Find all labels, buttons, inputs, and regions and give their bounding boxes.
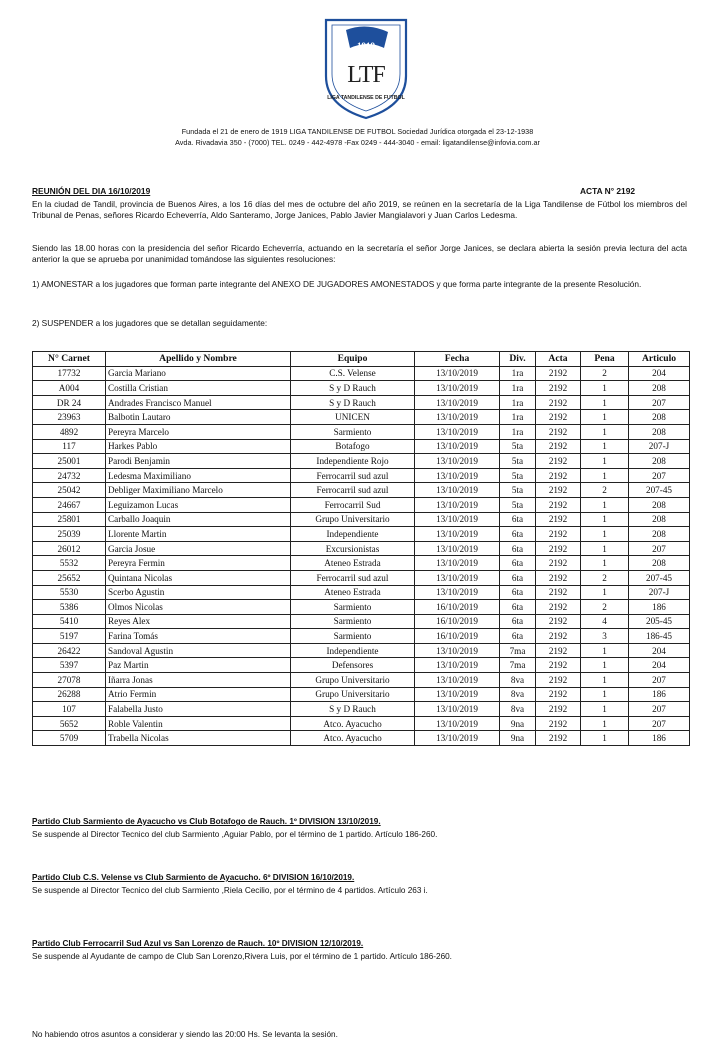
founded-line: Fundada el 21 de enero de 1919 LIGA TANDILENSE DE FUTBOL Sociedad Jurídica otorgada el 23-12-1938 [181, 127, 534, 136]
table-cell: 24667 [33, 497, 106, 512]
table-cell: 1 [581, 687, 629, 702]
table-cell: 208 [629, 424, 690, 439]
resolution-item-2: 2) SUSPENDER a los jugadores que se detallan seguidamente: [32, 318, 268, 328]
table-cell: 207-45 [629, 483, 690, 498]
table-cell: 1 [581, 381, 629, 396]
table-cell: 2192 [536, 658, 581, 673]
table-cell: 107 [33, 702, 106, 717]
table-cell: 13/10/2019 [415, 410, 500, 425]
table-cell: 208 [629, 381, 690, 396]
column-header: Acta [536, 352, 581, 367]
table-cell: 6ta [500, 585, 536, 600]
table-cell: 2192 [536, 424, 581, 439]
table-cell: 1 [581, 439, 629, 454]
table-cell: Sarmiento [291, 614, 415, 629]
table-cell: 2192 [536, 366, 581, 381]
table-cell: 205-45 [629, 614, 690, 629]
table-cell: 1 [581, 454, 629, 469]
table-cell: 5709 [33, 731, 106, 746]
table-cell: 2192 [536, 702, 581, 717]
table-cell: C.S. Velense [291, 366, 415, 381]
table-cell: 13/10/2019 [415, 512, 500, 527]
table-cell: Pereyra Marcelo [106, 424, 291, 439]
table-cell: 13/10/2019 [415, 556, 500, 571]
table-cell: 1 [581, 716, 629, 731]
table-cell: 6ta [500, 570, 536, 585]
table-cell: 2192 [536, 629, 581, 644]
table-cell: 3 [581, 629, 629, 644]
table-row [33, 410, 690, 425]
table-cell: 13/10/2019 [415, 454, 500, 469]
table-cell: Excursionistas [291, 541, 415, 556]
table-row [33, 395, 690, 410]
table-cell: Costilla Cristian [106, 381, 291, 396]
table-cell: 5ta [500, 468, 536, 483]
table-cell: Carballo Joaquin [106, 512, 291, 527]
table-cell: Ateneo Estrada [291, 585, 415, 600]
table-header-row [33, 352, 690, 367]
table-cell: 1 [581, 395, 629, 410]
table-cell: 5652 [33, 716, 106, 731]
table-cell: 13/10/2019 [415, 687, 500, 702]
table-cell: Olmos Nicolas [106, 600, 291, 615]
table-cell: 13/10/2019 [415, 716, 500, 731]
table-cell: Roble Valentin [106, 716, 291, 731]
table-cell: 208 [629, 497, 690, 512]
table-cell: 25001 [33, 454, 106, 469]
table-cell: Grupo Universitario [291, 673, 415, 688]
table-cell: 26288 [33, 687, 106, 702]
table-cell: Reyes Alex [106, 614, 291, 629]
table-cell: 25039 [33, 527, 106, 542]
table-cell: 1 [581, 673, 629, 688]
table-cell: Ferrocarril sud azul [291, 468, 415, 483]
table-cell: Andrades Francisco Manuel [106, 395, 291, 410]
table-cell: 207-J [629, 585, 690, 600]
table-cell: Balbotin Lautaro [106, 410, 291, 425]
table-cell: 2192 [536, 512, 581, 527]
league-logo [316, 14, 416, 122]
column-header: Articulo [629, 352, 690, 367]
table-cell: 207 [629, 702, 690, 717]
column-header: Div. [500, 352, 536, 367]
column-header: N° Carnet [33, 352, 106, 367]
acta-number: ACTA N° 2192 [580, 186, 636, 196]
table-cell: 13/10/2019 [415, 468, 500, 483]
table-cell: Ferrocarril sud azul [291, 570, 415, 585]
resolution-item-1: 1) AMONESTAR a los jugadores que forman parte integrante del ANEXO DE JUGADORES AMONESTADOS y que forma parte integrante de la presente Resolución. [32, 279, 642, 289]
table-cell: 13/10/2019 [415, 702, 500, 717]
table-cell: 5386 [33, 600, 106, 615]
match-heading: Partido Club Ferrocarril Sud Azul vs San Lorenzo de Rauch. 10º DIVISION 12/10/2019. [32, 939, 364, 948]
table-row [33, 731, 690, 746]
table-cell: 1 [581, 731, 629, 746]
table-cell: 6ta [500, 541, 536, 556]
table-cell: 186 [629, 687, 690, 702]
table-cell: 1 [581, 527, 629, 542]
table-cell: 204 [629, 366, 690, 381]
table-cell: 5ta [500, 454, 536, 469]
svg-text:LTF: LTF [347, 62, 385, 88]
table-row [33, 497, 690, 512]
table-cell: 9na [500, 716, 536, 731]
table-cell: 6ta [500, 614, 536, 629]
table-cell: S y D Rauch [291, 702, 415, 717]
table-cell: 13/10/2019 [415, 541, 500, 556]
match-note-1 [32, 815, 692, 841]
table-cell: 13/10/2019 [415, 527, 500, 542]
table-cell: 2192 [536, 673, 581, 688]
table-cell: 2192 [536, 716, 581, 731]
table-cell: 2192 [536, 600, 581, 615]
table-cell: Garcia Mariano [106, 366, 291, 381]
table-cell: 2192 [536, 585, 581, 600]
table-cell: 6ta [500, 600, 536, 615]
table-cell: 13/10/2019 [415, 658, 500, 673]
table-cell: 25801 [33, 512, 106, 527]
table-cell: 8va [500, 673, 536, 688]
match-heading: Partido Club Sarmiento de Ayacucho vs Club Botafogo de Rauch. 1º DIVISION 13/10/2019. [32, 817, 381, 826]
table-cell: Ledesma Maximiliano [106, 468, 291, 483]
table-cell: 26422 [33, 643, 106, 658]
table-row [33, 454, 690, 469]
table-cell: Defensores [291, 658, 415, 673]
table-cell: 2192 [536, 541, 581, 556]
table-cell: 25652 [33, 570, 106, 585]
column-header: Equipo [291, 352, 415, 367]
table-cell: 1 [581, 702, 629, 717]
table-cell: 1ra [500, 424, 536, 439]
table-cell: Ferrocarril Sud [291, 497, 415, 512]
table-cell: Pereyra Fermin [106, 556, 291, 571]
table-cell: 1 [581, 410, 629, 425]
table-cell: 13/10/2019 [415, 731, 500, 746]
table-cell: 5197 [33, 629, 106, 644]
table-cell: 7ma [500, 658, 536, 673]
table-cell: Independiente [291, 527, 415, 542]
table-cell: 6ta [500, 527, 536, 542]
table-row [33, 658, 690, 673]
table-cell: 2192 [536, 483, 581, 498]
match-text: Se suspende al Director Tecnico del club Sarmiento ,Aguiar Pablo, por el término de 1 partido. Artículo 186-260. [32, 830, 438, 839]
table-cell: 1 [581, 556, 629, 571]
table-cell: 13/10/2019 [415, 483, 500, 498]
table-cell: 1 [581, 512, 629, 527]
table-row [33, 673, 690, 688]
table-cell: 13/10/2019 [415, 643, 500, 658]
table-cell: Iñarra Jonas [106, 673, 291, 688]
table-cell: Ferrocarril sud azul [291, 483, 415, 498]
table-cell: Leguizamon Lucas [106, 497, 291, 512]
table-cell: Harkes Pablo [106, 439, 291, 454]
table-cell: Sarmiento [291, 600, 415, 615]
table-cell: A004 [33, 381, 106, 396]
match-note-2 [32, 871, 692, 897]
table-cell: 9na [500, 731, 536, 746]
table-cell: Quintana Nicolas [106, 570, 291, 585]
table-cell: 1ra [500, 381, 536, 396]
table-cell: 117 [33, 439, 106, 454]
table-cell: Botafogo [291, 439, 415, 454]
table-row [33, 570, 690, 585]
table-cell: 13/10/2019 [415, 570, 500, 585]
table-cell: UNICEN [291, 410, 415, 425]
table-row [33, 556, 690, 571]
table-cell: 8va [500, 687, 536, 702]
table-row [33, 585, 690, 600]
address-line: Avda. Rivadavia 350 - (7000) TEL. 0249 - 442-4978 -Fax 0249 - 444-3040 - email: ligatandilense@infovia.com.ar [175, 138, 540, 147]
table-cell: 1 [581, 658, 629, 673]
table-cell: Atco. Ayacucho [291, 716, 415, 731]
table-cell: 26012 [33, 541, 106, 556]
table-cell: 2192 [536, 687, 581, 702]
table-cell: 2 [581, 600, 629, 615]
table-cell: 204 [629, 658, 690, 673]
table-cell: Scerbo Agustin [106, 585, 291, 600]
table-cell: 204 [629, 643, 690, 658]
match-text: Se suspende al Director Tecnico del club Sarmiento ,Riela Cecilio, por el término de 4 partidos. Artículo 263 i. [32, 886, 428, 895]
table-cell: 13/10/2019 [415, 673, 500, 688]
table-cell: 208 [629, 527, 690, 542]
table-cell: 186 [629, 600, 690, 615]
table-row [33, 716, 690, 731]
table-cell: Ateneo Estrada [291, 556, 415, 571]
opening-paragraph: Siendo las 18.00 horas con la presidencia del señor Ricardo Echeverría, actuando en la secretaría el señor Jorge Janices, se declara abierta la sesión previa lectura del acta anterior la que se aprueba por unanimidad tomándose las siguientes resoluciones: [32, 243, 687, 265]
table-cell: Llorente Martin [106, 527, 291, 542]
table-cell: 4 [581, 614, 629, 629]
match-heading: Partido Club C.S. Velense vs Club Sarmiento de Ayacucho. 6º DIVISION 16/10/2019. [32, 873, 355, 882]
table-row [33, 424, 690, 439]
meeting-title: REUNIÓN DEL DIA 16/10/2019 [32, 186, 151, 196]
table-cell: 1 [581, 541, 629, 556]
table-cell: 6ta [500, 556, 536, 571]
table-cell: 6ta [500, 512, 536, 527]
table-cell: 24732 [33, 468, 106, 483]
table-cell: 1 [581, 585, 629, 600]
table-cell: 2192 [536, 410, 581, 425]
table-cell: 1 [581, 424, 629, 439]
column-header: Apellido y Nombre [106, 352, 291, 367]
league-shield-icon [316, 14, 416, 122]
table-cell: 2 [581, 366, 629, 381]
table-cell: Sandoval Agustin [106, 643, 291, 658]
svg-text:LIGA TANDILENSE DE FUTBOL: LIGA TANDILENSE DE FUTBOL [327, 95, 405, 101]
table-cell: 13/10/2019 [415, 381, 500, 396]
table-cell: 16/10/2019 [415, 614, 500, 629]
table-row [33, 483, 690, 498]
table-cell: 2192 [536, 614, 581, 629]
table-cell: 207 [629, 673, 690, 688]
table-cell: Garcia Josue [106, 541, 291, 556]
table-cell: 1 [581, 468, 629, 483]
table-row [33, 512, 690, 527]
table-cell: 1 [581, 643, 629, 658]
table-cell: 186-45 [629, 629, 690, 644]
table-cell: 1ra [500, 366, 536, 381]
table-cell: 207-J [629, 439, 690, 454]
column-header: Pena [581, 352, 629, 367]
table-cell: 13/10/2019 [415, 439, 500, 454]
table-cell: 2192 [536, 556, 581, 571]
table-cell: 186 [629, 731, 690, 746]
table-cell: 2192 [536, 439, 581, 454]
table-cell: Grupo Universitario [291, 687, 415, 702]
table-cell: 208 [629, 454, 690, 469]
table-cell: 27078 [33, 673, 106, 688]
table-cell: 207 [629, 541, 690, 556]
table-cell: 8va [500, 702, 536, 717]
svg-text:1919: 1919 [357, 41, 375, 51]
table-cell: 13/10/2019 [415, 585, 500, 600]
table-cell: DR 24 [33, 395, 106, 410]
intro-paragraph: En la ciudad de Tandil, provincia de Buenos Aires, a los 16 días del mes de octubre del año 2019, se reúnen en la secretaría de la Liga Tandilense de Fútbol los miembros del Tribunal de Penas, señores Ricardo Echeverría, Aldo Santeramo, Jorge Janices, Pablo Javier Mangialavori y Juan Carlos Ledesma. [32, 199, 687, 221]
table-row [33, 381, 690, 396]
table-cell: 5ta [500, 497, 536, 512]
match-text: Se suspende al Ayudante de campo de Club San Lorenzo,Rivera Luis, por el término de 1 partido. Artículo 186-260. [32, 952, 452, 961]
table-cell: 17732 [33, 366, 106, 381]
table-cell: 5532 [33, 556, 106, 571]
table-row [33, 366, 690, 381]
table-cell: 5410 [33, 614, 106, 629]
suspensions-table [32, 351, 690, 746]
table-cell: Parodi Benjamin [106, 454, 291, 469]
table-cell: 13/10/2019 [415, 366, 500, 381]
table-cell: 2192 [536, 381, 581, 396]
table-cell: Farina Tomás [106, 629, 291, 644]
table-row [33, 614, 690, 629]
table-cell: 207-45 [629, 570, 690, 585]
table-cell: S y D Rauch [291, 381, 415, 396]
table-row [33, 468, 690, 483]
table-cell: Independiente [291, 643, 415, 658]
table-cell: 1ra [500, 410, 536, 425]
table-cell: 208 [629, 556, 690, 571]
table-cell: 2192 [536, 731, 581, 746]
table-cell: Atrio Fermin [106, 687, 291, 702]
table-row [33, 527, 690, 542]
table-cell: 16/10/2019 [415, 600, 500, 615]
table-cell: 13/10/2019 [415, 395, 500, 410]
table-cell: Paz Martin [106, 658, 291, 673]
column-header: Fecha [415, 352, 500, 367]
table-cell: Grupo Universitario [291, 512, 415, 527]
table-cell: 2192 [536, 570, 581, 585]
table-row [33, 629, 690, 644]
table-cell: Independiente Rojo [291, 454, 415, 469]
table-cell: 5ta [500, 483, 536, 498]
table-cell: 7ma [500, 643, 536, 658]
table-cell: Debliger Maximiliano Marcelo [106, 483, 291, 498]
table-cell: 4892 [33, 424, 106, 439]
table-cell: 25042 [33, 483, 106, 498]
match-note-3 [32, 937, 692, 963]
table-cell: 13/10/2019 [415, 497, 500, 512]
table-cell: Sarmiento [291, 629, 415, 644]
table-row [33, 541, 690, 556]
table-row [33, 439, 690, 454]
table-cell: Falabella Justo [106, 702, 291, 717]
table-cell: 1ra [500, 395, 536, 410]
table-cell: 5530 [33, 585, 106, 600]
table-cell: 2 [581, 483, 629, 498]
table-cell: 207 [629, 395, 690, 410]
table-cell: Trabella Nicolas [106, 731, 291, 746]
table-cell: 1 [581, 497, 629, 512]
table-cell: 208 [629, 512, 690, 527]
table-cell: 2192 [536, 468, 581, 483]
table-cell: 2192 [536, 454, 581, 469]
table-cell: 207 [629, 716, 690, 731]
table-cell: 2192 [536, 643, 581, 658]
table-cell: S y D Rauch [291, 395, 415, 410]
table-row [33, 702, 690, 717]
table-row [33, 643, 690, 658]
table-cell: 13/10/2019 [415, 424, 500, 439]
table-cell: 23963 [33, 410, 106, 425]
table-cell: 207 [629, 468, 690, 483]
table-cell: 5ta [500, 439, 536, 454]
table-cell: 208 [629, 410, 690, 425]
table-cell: 16/10/2019 [415, 629, 500, 644]
table-cell: 6ta [500, 629, 536, 644]
closing-text: No habiendo otros asuntos a considerar y siendo las 20:00 Hs. Se levanta la sesión. [32, 1030, 338, 1039]
table-cell: Atco. Ayacucho [291, 731, 415, 746]
table-cell: 2192 [536, 527, 581, 542]
table-cell: 2192 [536, 497, 581, 512]
table-row [33, 600, 690, 615]
table-cell: 5397 [33, 658, 106, 673]
table-row [33, 687, 690, 702]
table-cell: 2 [581, 570, 629, 585]
table-cell: Sarmiento [291, 424, 415, 439]
table-cell: 2192 [536, 395, 581, 410]
